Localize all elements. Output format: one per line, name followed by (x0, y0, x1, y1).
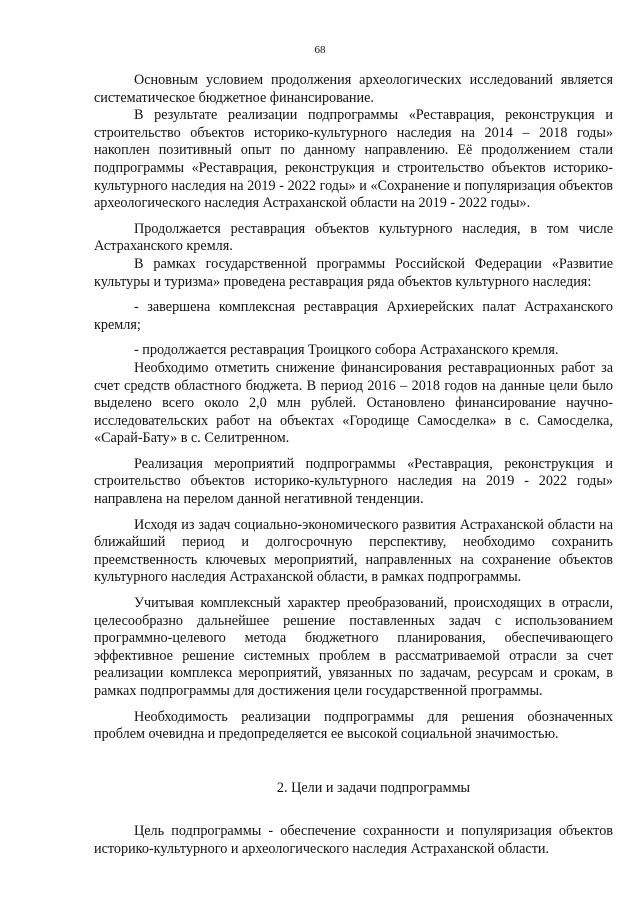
paragraph: Реализация мероприятий подпрограммы «Реставрация, реконструкция и строительство объектов историко-культурного наследия на 2019 - 2022 годы» направлена на перелом данной негативной тенденции. (94, 455, 613, 508)
paragraph: Учитывая комплексный характер преобразований, происходящих в отрасли, целесообразно дальнейшее решение поставленных задач с использованием программно-целевого метода бюджетного планирования, обеспечивающего эффективное решение системных проблем в рассматриваемой отрасли за счет реализации комплекса мероприятий, увязанных по задачам, ресурсам и срокам, в рамках подпрограммы для достижения цели государственной программы. (94, 595, 613, 699)
paragraph: В результате реализации подпрограммы «Реставрация, реконструкция и строительство объектов историко-культурного наследия на 2014 – 2018 годы» накоплен позитивный опыт по данному направлению. Её продолжением стали подпрограммы «Реставрация, реконструкция и строительство объектов историко-культурного наследия на 2019 - 2022 годы» и «Сохранение и популяризация объектов археологического наследия Астраханской области на 2019 - 2022 годы». (94, 107, 613, 212)
paragraph: Продолжается реставрация объектов культурного наследия, в том числе Астраханского кремля. (94, 220, 613, 255)
section-heading: 2. Цели и задачи подпрограммы (276, 779, 471, 796)
paragraph: Необходимость реализации подпрограммы для решения обозначенных проблем очевидна и предопределяется ее высокой социальной значимостью. (94, 708, 613, 743)
paragraph: В рамках государственной программы Российской Федерации «Развитие культуры и туризма» проведена реставрация ряда объектов культурного наследия: (94, 255, 613, 290)
page-number: 68 (314, 44, 326, 56)
paragraph: Цель подпрограммы - обеспечение сохранности и популяризация объектов историко-культурного и археологического наследия Астраханской области. (94, 823, 613, 857)
list-item: - продолжается реставрация Троицкого собора Астраханского кремля. (134, 342, 559, 359)
list-item: - завершена комплексная реставрация Архиерейских палат Астраханского кремля; (94, 299, 613, 333)
document-body (94, 72, 613, 859)
paragraph: Необходимо отметить снижение финансирования реставрационных работ за счет средств областного бюджета. В период 2016 – 2018 годов на данные цели было выделено всего около 2,0 млн рублей. Остановлено финансирование научно-исследовательских работ на объектах «Городище Самосделка» в с. Самосделка, «Сарай-Бату» в с. Селитренном. (94, 359, 613, 447)
paragraph: Основным условием продолжения археологических исследований является систематическое бюджетное финансирование. (94, 72, 613, 106)
paragraph: Исходя из задач социально-экономического развития Астраханской области на ближайший период и долгосрочную перспективу, необходимо сохранить преемственность ключевых мероприятий, направленных на сохранение объектов культурного наследия Астраханской области, в рамках подпрограммы. (94, 516, 613, 586)
